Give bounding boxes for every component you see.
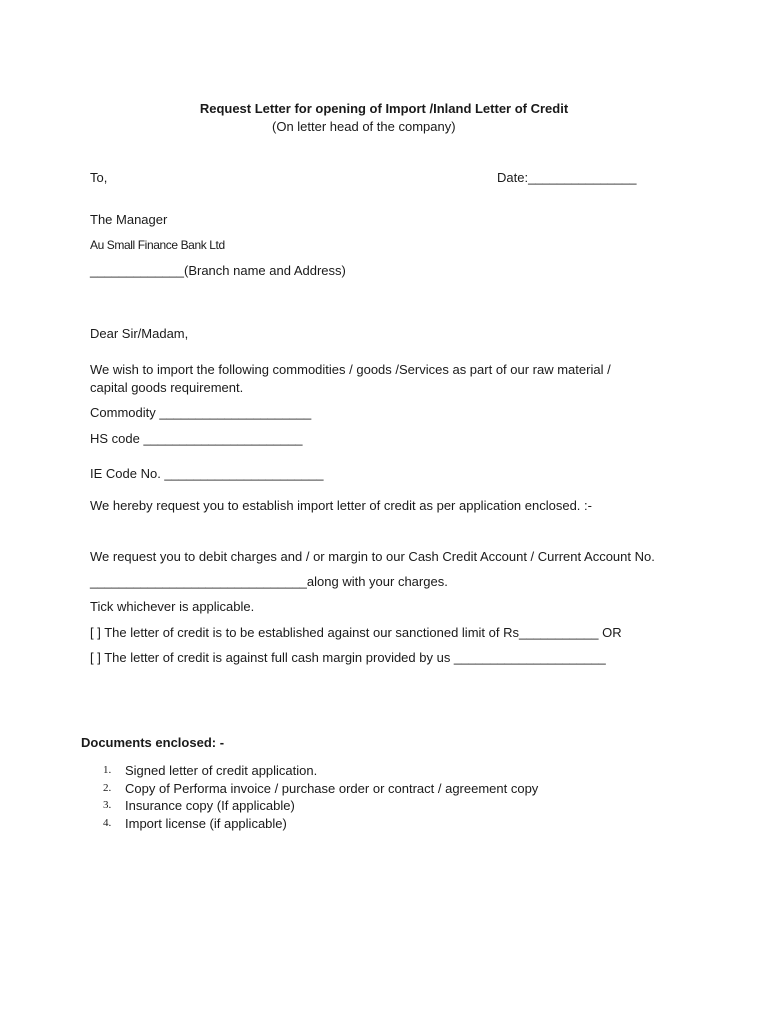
list-item-text: Signed letter of credit application. xyxy=(125,763,318,778)
recipient-title: The Manager xyxy=(90,212,168,227)
letter-subtitle: (On letter head of the company) xyxy=(272,119,456,134)
hs-code-field: HS code ______________________ xyxy=(90,431,303,446)
intro-line-2: capital goods requirement. xyxy=(90,380,244,395)
documents-heading: Documents enclosed: - xyxy=(81,735,225,750)
to-line: To, xyxy=(90,170,108,185)
date-field: Date:_______________ xyxy=(497,170,637,185)
list-item-text: Insurance copy (If applicable) xyxy=(125,798,295,813)
list-item-text: Import license (if applicable) xyxy=(125,815,287,831)
debit-line-1: We request you to debit charges and / or margin to our Cash Credit Account / Current Account No. xyxy=(90,549,655,564)
salutation: Dear Sir/Madam, xyxy=(90,326,189,341)
request-lc-line: We hereby request you to establish import letter of credit as per application enclosed. :- xyxy=(90,498,592,513)
commodity-field: Commodity _____________________ xyxy=(90,405,312,420)
letter-title: Request Letter for opening of Import /Inland Letter of Credit xyxy=(199,101,569,116)
branch-line: _____________(Branch name and Address) xyxy=(90,263,346,278)
bank-name: Au Small Finance Bank Ltd xyxy=(90,238,225,252)
option-sanctioned-limit: [ ] The letter of credit is to be established against our sanctioned limit of Rs___________ OR xyxy=(90,625,622,640)
ie-code-field: IE Code No. ______________________ xyxy=(90,466,324,481)
option-cash-margin: [ ] The letter of credit is against full cash margin provided by us _____________________ xyxy=(90,650,606,665)
tick-instruction: Tick whichever is applicable. xyxy=(90,599,255,614)
debit-line-2: ______________________________along with your charges. xyxy=(90,574,448,589)
list-item-text: Copy of Performa invoice / purchase order or contract / agreement copy xyxy=(125,780,539,796)
intro-line-1: We wish to import the following commodities / goods /Services as part of our raw material / xyxy=(90,362,611,377)
list-item-number: 2. xyxy=(103,781,112,794)
list-item-number: 3. xyxy=(103,799,112,811)
list-item-number: 4. xyxy=(103,816,112,829)
list-item-number: 1. xyxy=(103,764,112,776)
